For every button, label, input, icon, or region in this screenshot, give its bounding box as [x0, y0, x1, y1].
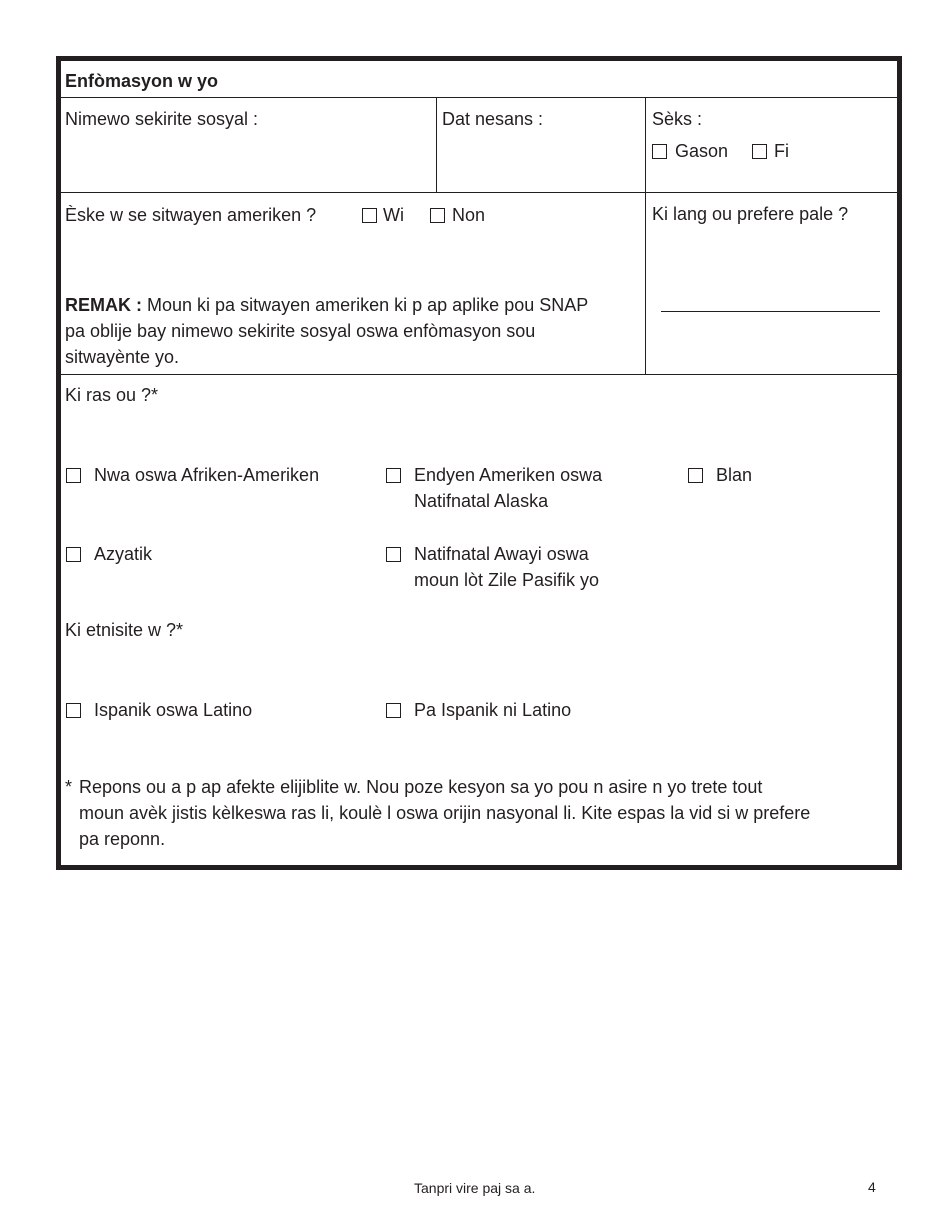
divider	[61, 374, 897, 375]
footnote-line-3: pa reponn.	[79, 829, 166, 849]
race-pacific-islander-checkbox[interactable]	[386, 547, 401, 562]
divider	[61, 97, 897, 98]
race-american-indian-label-2: Natifnatal Alaska	[414, 491, 549, 511]
section-title: Enfòmasyon w yo	[65, 71, 219, 91]
race-white-label: Blan	[716, 465, 753, 485]
remark-line-1	[65, 292, 588, 318]
ethnicity-not-hispanic-checkbox[interactable]	[386, 703, 401, 718]
ethnicity-hispanic-checkbox[interactable]	[66, 703, 81, 718]
citizen-yes-label: Wi	[383, 205, 404, 225]
remark-line-3: sitwayènte yo.	[65, 347, 180, 367]
dob-label: Dat nesans :	[442, 109, 544, 129]
footnote-line-2: moun avèk jistis kèlkeswa ras li, koulè l oswa orijin nasyonal li. Kite espas la vid si w prefere	[79, 803, 811, 823]
divider	[61, 192, 897, 193]
ethnicity-question: Ki etnisite w ?*	[65, 620, 184, 640]
sex-female-checkbox[interactable]	[752, 144, 767, 159]
citizen-no-checkbox[interactable]	[430, 208, 445, 223]
sex-label: Sèks :	[652, 109, 703, 129]
race-black-label: Nwa oswa Afriken-Ameriken	[94, 465, 320, 485]
citizen-question: Èske w se sitwayen ameriken ?	[65, 205, 317, 225]
remark-label: REMAK :	[65, 295, 142, 315]
divider	[645, 97, 646, 374]
remark-text-1: Moun ki pa sitwayen ameriken ki p ap aplike pou SNAP	[147, 295, 589, 315]
citizen-no-label: Non	[452, 205, 486, 225]
turn-page-note: Tanpri vire paj sa a.	[414, 1180, 536, 1196]
citizen-yes-checkbox[interactable]	[362, 208, 377, 223]
race-pacific-islander-label-1: Natifnatal Awayi oswa	[414, 544, 589, 564]
personal-info-form	[56, 56, 902, 870]
remark-line-2: pa oblije bay nimewo sekirite sosyal oswa enfòmasyon sou	[65, 321, 536, 341]
footnote-marker: *	[65, 777, 73, 797]
race-white-checkbox[interactable]	[688, 468, 703, 483]
ethnicity-hispanic-label: Ispanik oswa Latino	[94, 700, 253, 720]
ethnicity-not-hispanic-label: Pa Ispanik ni Latino	[414, 700, 572, 720]
language-question: Ki lang ou prefere pale ?	[652, 204, 849, 224]
race-asian-checkbox[interactable]	[66, 547, 81, 562]
race-american-indian-label-1: Endyen Ameriken oswa	[414, 465, 603, 485]
sex-male-label: Gason	[675, 141, 729, 161]
page-number: 4	[868, 1179, 876, 1195]
sex-female-label: Fi	[774, 141, 789, 161]
race-american-indian-checkbox[interactable]	[386, 468, 401, 483]
ssn-label: Nimewo sekirite sosyal :	[65, 109, 259, 129]
sex-male-checkbox[interactable]	[652, 144, 667, 159]
divider	[436, 97, 437, 192]
race-pacific-islander-label-2: moun lòt Zile Pasifik yo	[414, 570, 600, 590]
race-black-checkbox[interactable]	[66, 468, 81, 483]
language-answer-line[interactable]	[661, 311, 880, 312]
footnote-line-1: Repons ou a p ap afekte elijiblite w. Nou poze kesyon sa yo pou n asire n yo trete tout	[79, 777, 763, 797]
race-question: Ki ras ou ?*	[65, 385, 159, 405]
race-asian-label: Azyatik	[94, 544, 153, 564]
